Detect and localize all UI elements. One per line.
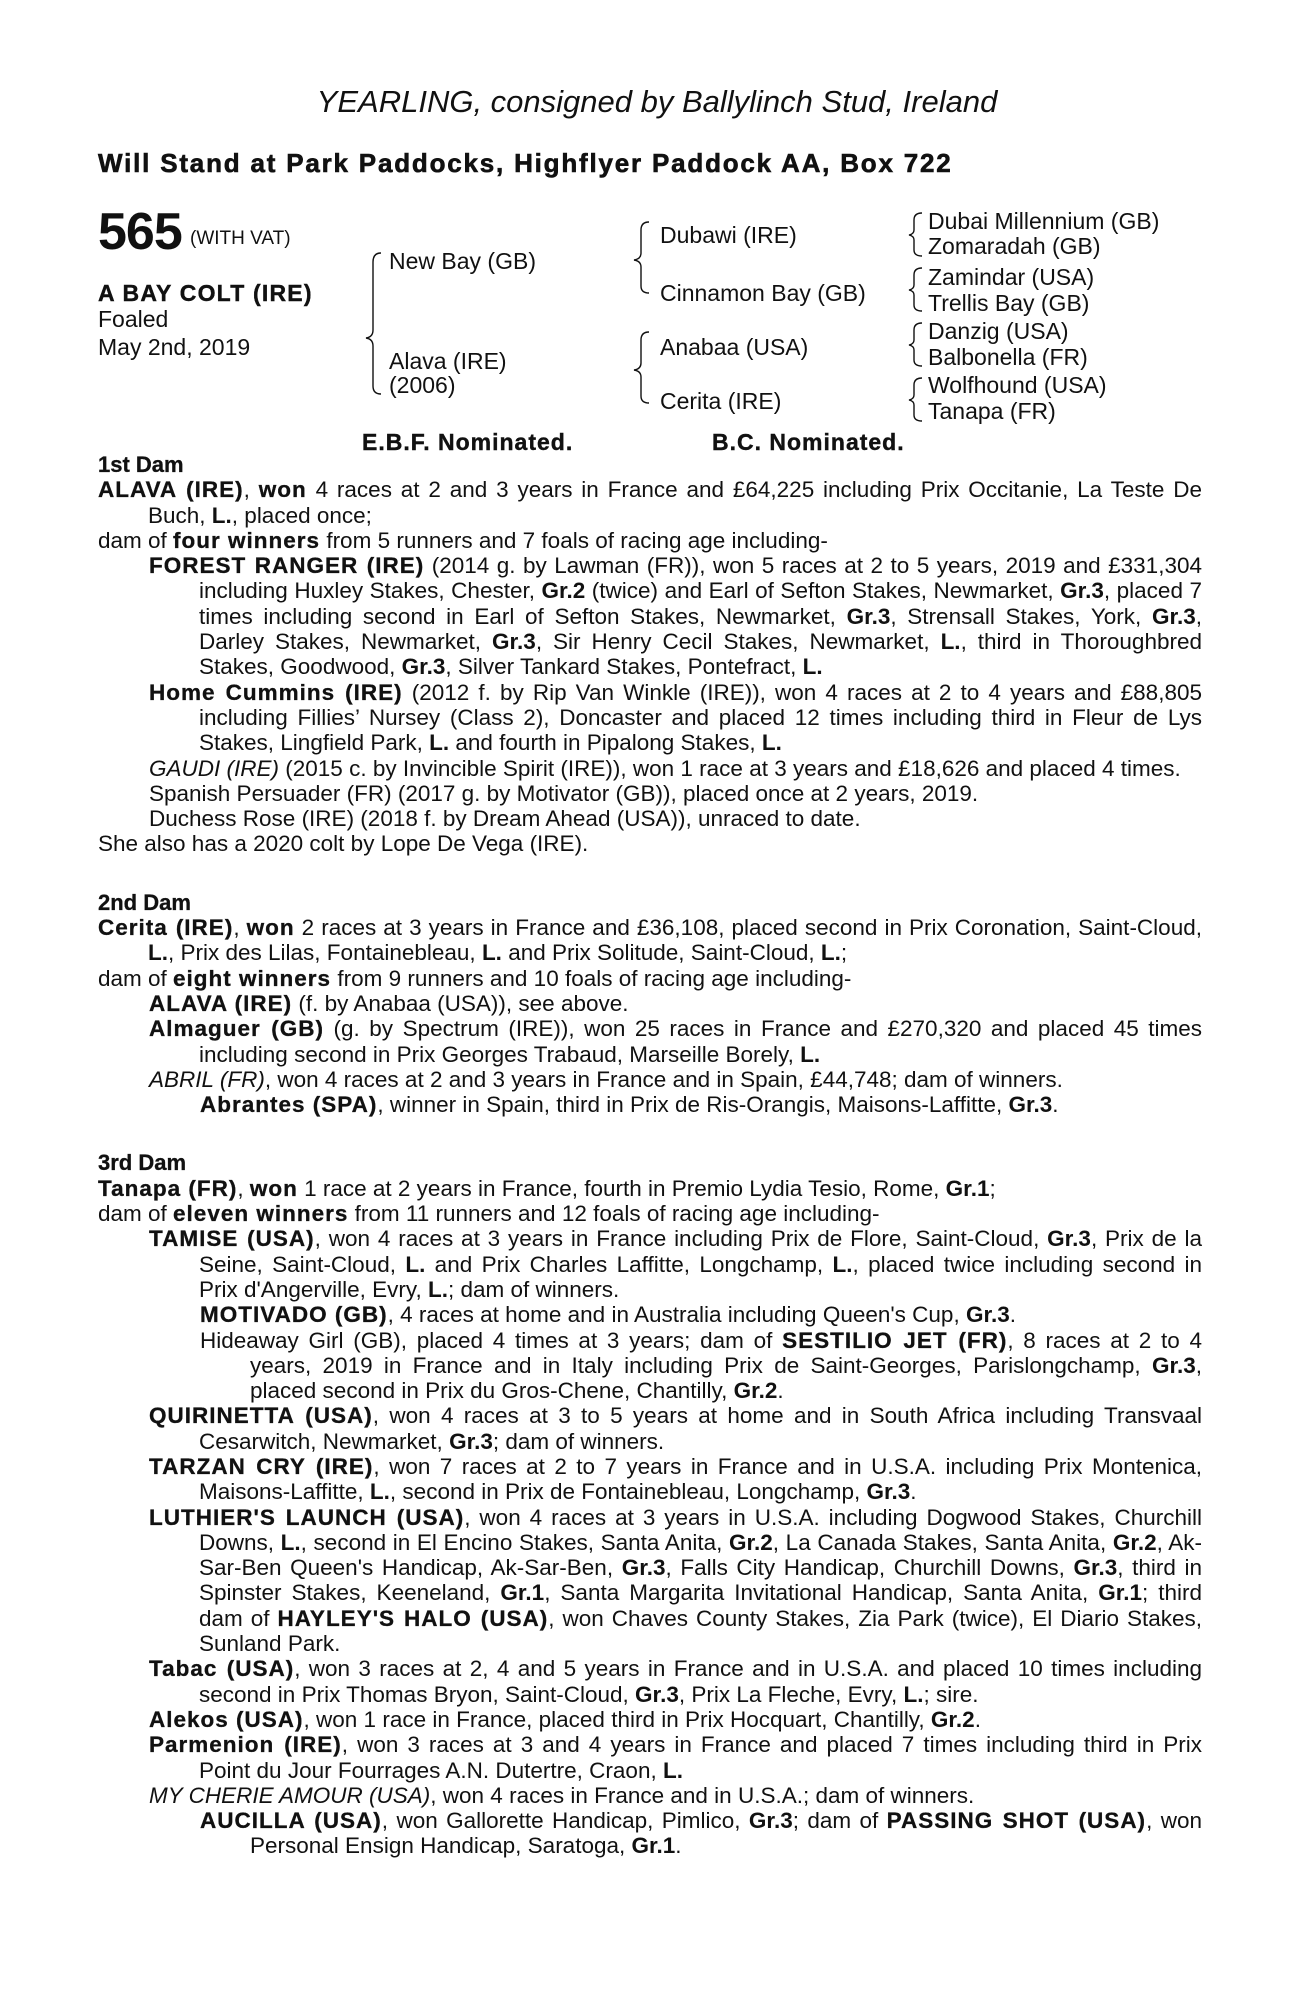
pedigree-g4: Trellis Bay (GB) (928, 290, 1090, 316)
produce-entry: ALAVA (IRE) (f. by Anabaa (USA)), see above. (149, 990, 629, 1016)
dam-produce-summary: dam of eleven winners from 11 runners and 12 foals of racing age including- (98, 1201, 880, 1227)
produce-entry: MY CHERIE AMOUR (USA), won 4 races in France and in U.S.A.; dam of winners. (149, 1782, 975, 1808)
pedigree-sire-sire: Dubawi (IRE) (660, 222, 797, 248)
produce-entry: Home Cummins (IRE) (2012 f. by Rip Van Winkle (IRE)), won 4 races at 2 to 4 years and £88,805 including Fillies’ Nursey (Class 2), Doncaster and placed 12 times including third in Fleur de Lys Stakes, Lingfield Park, L. and fourth in Pipalong Stakes, L. (149, 679, 1202, 756)
dam-produce-summary: dam of eight winners from 9 runners and 10 foals of racing age including- (98, 965, 852, 991)
pedigree-dam-dam: Cerita (IRE) (660, 388, 782, 414)
third-dam-heading: 3rd Dam (98, 1150, 187, 1176)
bc-nominated: B.C. Nominated. (712, 429, 905, 455)
produce-entry: FOREST RANGER (IRE) (2014 g. by Lawman (FR)), won 5 races at 2 to 5 years, 2019 and £331,304 including Huxley Stakes, Chester, Gr.2 (twice) and Earl of Sefton Stakes, Newmarket, Gr.3, placed 7 times including second in Earl of Sefton Stakes, Newmarket, Gr.3, Strensall Stakes, York, Gr.3, Darley Stakes, Newmarket, Gr.3, Sir Henry Cecil Stakes, Newmarket, L., third in Thoroughbred Stakes, Goodwood, Gr.3, Silver Tankard Stakes, Pontefract, L. (149, 553, 1202, 680)
dam-entry: ALAVA (IRE), won 4 races at 2 and 3 years in France and £64,225 including Prix Occitanie, La Teste De Buch, L., placed once; (98, 477, 1202, 528)
produce-entry: Almaguer (GB) (g. by Spectrum (IRE)), won 25 races in France and £270,320 and placed 45 times including second in Prix Georges Trabaud, Marseille Borely, L. (149, 1016, 1203, 1067)
pedigree-g3: Zamindar (USA) (928, 264, 1095, 290)
produce-entry: AUCILLA (USA), won Gallorette Handicap, Pimlico, Gr.3; dam of PASSING SHOT (USA), won Personal Ensign Handicap, Saratoga, Gr.1. (200, 1808, 1202, 1859)
produce-entry: MOTIVADO (GB), 4 races at home and in Australia including Queen's Cup, Gr.3. (200, 1302, 1016, 1328)
produce-record (98, 452, 1202, 1859)
produce-entry: Spanish Persuader (FR) (2017 g. by Motivator (GB)), placed once at 2 years, 2019. (149, 780, 979, 806)
produce-entry: LUTHIER'S LAUNCH (USA), won 4 races at 3 years in U.S.A. including Dogwood Stakes, Churchill Downs, L., second in El Encino Stakes, Santa Anita, Gr.2, La Canada Stakes, Santa Anita, Gr.2, Ak-Sar-Ben Queen's Handicap, Ak-Sar-Ben, Gr.3, Falls City Handicap, Churchill Downs, Gr.3, third in Spinster Stakes, Keeneland, Gr.1, Santa Margarita Invitational Handicap, Santa Anita, Gr.1; third dam of HAYLEY'S HALO (USA), won Chaves County Stakes, Zia Park (twice), El Diario Stakes, Sunland Park. (149, 1504, 1203, 1657)
pedigree-sire: New Bay (GB) (389, 248, 536, 274)
produce-entry: Duchess Rose (IRE) (2018 f. by Dream Ahead (USA)), unraced to date. (149, 806, 861, 832)
ebf-nominated: E.B.F. Nominated. (362, 429, 574, 455)
produce-entry: ABRIL (FR), won 4 races at 2 and 3 years in France and in Spain, £44,748; dam of winners. (149, 1066, 1063, 1092)
dam-entry: Cerita (IRE), won 2 races at 3 years in France and £36,108, placed second in Prix Coronation, Saint-Cloud, L., Prix des Lilas, Fontainebleau, L. and Prix Solitude, Saint-Cloud, L.; (98, 915, 1202, 966)
pedigree-dam-sire: Anabaa (USA) (660, 334, 809, 360)
lot-number: 565 (98, 203, 182, 261)
pedigree-dam: Alava (IRE) (389, 348, 507, 374)
produce-note: She also has a 2020 colt by Lope De Vega (IRE). (98, 831, 589, 857)
produce-entry: GAUDI (IRE) (2015 c. by Invincible Spirit (IRE)), won 1 race at 3 years and £18,626 and placed 4 times. (149, 755, 1181, 781)
consignor-line: YEARLING, consigned by Ballylinch Stud, Ireland (316, 84, 998, 119)
horse-name: A BAY COLT (IRE) (98, 280, 313, 306)
pedigree-g6: Balbonella (FR) (928, 344, 1088, 370)
produce-entry: TAMISE (USA), won 4 races at 3 years in France including Prix de Flore, Saint-Cloud, Gr.3, Prix de la Seine, Saint-Cloud, L. and Prix Charles Laffitte, Longchamp, L., placed twice including second in Prix d'Angerville, Evry, L.; dam of winners. (149, 1226, 1202, 1302)
produce-entry: TARZAN CRY (IRE), won 7 races at 2 to 7 years in France and in U.S.A. including Prix Montenica, Maisons-Laffitte, L., second in Prix de Fontainebleau, Longchamp, Gr.3. (149, 1453, 1203, 1505)
foaled-label: Foaled (98, 306, 169, 332)
dam-produce-summary: dam of four winners from 5 runners and 7 foals of racing age including- (98, 527, 828, 553)
dam-entry: Tanapa (FR), won 1 race at 2 years in France, fourth in Premio Lydia Tesio, Rome, Gr.1; (98, 1175, 996, 1201)
second-dam-heading: 2nd Dam (98, 889, 191, 915)
pedigree-sire-dam: Cinnamon Bay (GB) (660, 280, 866, 306)
produce-entry: QUIRINETTA (USA), won 4 races at 3 to 5 years at home and in South Africa including Transvaal Cesarwitch, Newmarket, Gr.3; dam of winners. (149, 1403, 1202, 1454)
pedigree-g2: Zomaradah (GB) (928, 233, 1101, 259)
pedigree-g1: Dubai Millennium (GB) (928, 208, 1160, 234)
produce-entry: Abrantes (SPA), winner in Spain, third in Prix de Ris-Orangis, Maisons-Laffitte, Gr.3. (200, 1092, 1059, 1118)
pedigree-g5: Danzig (USA) (928, 318, 1069, 344)
produce-entry: Hideaway Girl (GB), placed 4 times at 3 years; dam of SESTILIO JET (FR), 8 races at 2 to 4 years, 2019 in France and in Italy including Prix de Saint-Georges, Parislongchamp, Gr.3, placed second in Prix du Gros-Chene, Chantilly, Gr.2. (200, 1327, 1202, 1404)
pedigree-g7: Wolfhound (USA) (928, 372, 1107, 398)
stand-location: Will Stand at Park Paddocks, Highflyer Paddock AA, Box 722 (98, 148, 953, 178)
pedigree-g8: Tanapa (FR) (928, 398, 1056, 424)
first-dam-heading: 1st Dam (98, 452, 184, 477)
produce-entry: Alekos (USA), won 1 race in France, placed third in Prix Hocquart, Chantilly, Gr.2. (149, 1706, 981, 1732)
produce-entry: Parmenion (IRE), won 3 races at 3 and 4 years in France and placed 7 times including third in Prix Point du Jour Fourrages A.N. Dutertre, Craon, L. (149, 1732, 1202, 1783)
vat-label: (WITH VAT) (190, 228, 291, 249)
produce-entry: Tabac (USA), won 3 races at 2, 4 and 5 years in France and in U.S.A. and placed 10 times including second in Prix Thomas Bryon, Saint-Cloud, Gr.3, Prix La Fleche, Evry, L.; sire. (149, 1656, 1202, 1707)
pedigree-dam-year: (2006) (389, 372, 456, 398)
foaled-date: May 2nd, 2019 (98, 334, 251, 360)
